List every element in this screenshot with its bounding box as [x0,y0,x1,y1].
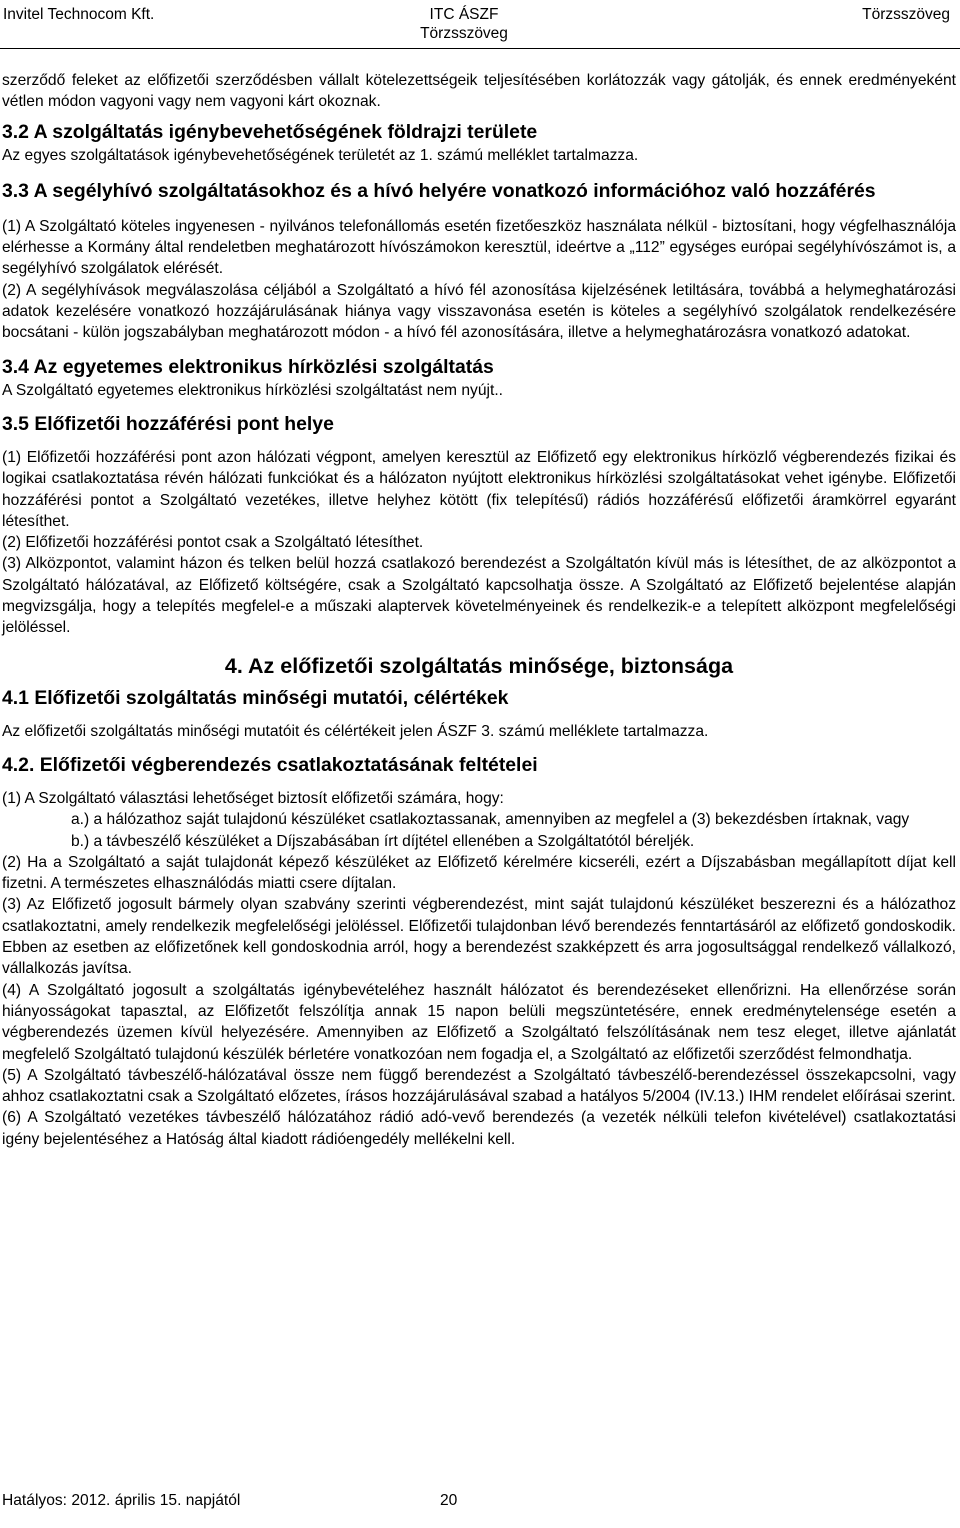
section-4-2-title: 4.2. Előfizetői végberendezés csatlakoztatásának feltételei [2,753,538,776]
section-3-5-paragraph-1: (1) Előfizetői hozzáférési pont azon hálózati végpont, amelyen keresztül az Előfizető egy elektronikus hírközlő végberendezés fizikai és logikai csatlakoztatása révén hálózati funkciókat és a hálózaton nyújtott elektronikus hírközlési szolgáltatásokat vehet igénybe. Előfizetői hozzáférési pontot a Szolgáltató vezetékes, illetve helyhez kötött (fix telepítésű) rádiós hozzáférésű előfizetői áramkörrel egyaránt létesíthet. [2,448,956,530]
intro-paragraph: szerződő feleket az előfizetői szerződésben vállalt kötelezettségeik teljesítésében korlátozzák vagy gátolják, és ennek eredményeként vétlen módon vagyoni vagy nem vagyoni kárt okoznak. [2,72,956,111]
header-section-label: Törzsszöveg [862,6,950,23]
section-3-3-title: 3.3 A segélyhívó szolgáltatásokhoz és a hívó helyére vonatkozó információhoz való hozzáférés [2,179,876,202]
section-3-5-paragraph-3: (3) Alközpontot, valamint házon és telken belül hozzá csatlakozó berendezést a Szolgáltatón kívül más is létesíthet, de az alközpontot a Szolgáltató hálózatával, az Előfizető költségére, csak a Szolgáltató kapcsolhatja össze. A Szolgáltató az Előfizető bejelentése alapján megvizsgálja, hogy a telepítés megfelel-e a műszaki alaptervek követelményeinek és rendelkezik-e a telepített alközpont megfelelőségi jelöléssel. [2,555,956,637]
section-4-1-title: 4.1 Előfizetői szolgáltatás minőségi mutatói, célértékek [2,686,509,709]
footer-effective-date: Hatályos: 2012. április 15. napjától [2,1492,241,1509]
section-3-2-title: 3.2 A szolgáltatás igénybevehetőségének földrajzi területe [2,120,538,143]
section-4-2-paragraph-2: (2) Ha a Szolgáltató a saját tulajdonát képező készüléket az Előfizető kérelmére kicseréli, ezért a Díjszabásban megállapított díjat kell fizetni. A természetes elhasználódás miatti csere díjtalan. [2,853,956,893]
section-4-2-paragraph-3: (3) Az Előfizető jogosult bármely olyan szabvány szerinti végberendezést, mint saját tulajdonú készüléket beszerezni és a hálózathoz csatlakoztatni, amely rendelkezik megfelelőségi jelöléssel. Előfizetői tulajdonban lévő berendezés fenntartásáról az előfizető gondoskodik. Ebben az esetben az előfizetőnek kell gondoskodnia arról, hogy a berendezést szakképzett és arra jogosultsággal rendelkező vállalkozó, vállalkozás javítsa. [2,896,956,978]
document-body [2,60,956,1150]
section-4-2-paragraph-4: (4) A Szolgáltató jogosult a szolgáltatás igénybevételéhez használt hálózatot és berendezéseket ellenőrizni. Ha ellenőrzése során hiányosságokat tapasztal, az Előfizetőt felszólítja annak 15 napon belüli megszüntetésére, ennek eredménytelensége esetén a végberendezés üzemen kívül helyezésére. Amennyiben az Előfizető a Szolgáltató felszólításának nem tesz eleget, illetve ajánlatát megfelelő Szolgáltató tulajdonú készülék bérletére vonatkozóan nem fogadja el, a Szolgáltató az előfizetői szerződést felmondhatja. [2,981,956,1063]
section-3-3-paragraph-1: (1) A Szolgáltató köteles ingyenesen - nyilvános telefonállomás esetén fizetőeszköz használata nélkül - biztosítani, hogy végfelhasználója elérhesse a Kormány által rendeletben meghatározott hívószámokon keresztül, ideértve a „112” egységes európai segélyhívószámot is, a segélyhívó szolgálatok elérését. [2,217,956,278]
section-4-1-text: Az előfizetői szolgáltatás minőségi mutatóit és célértékeit jelen ÁSZF 3. számú melléklete tartalmazza. [2,722,709,740]
section-3-4-title: 3.4 Az egyetemes elektronikus hírközlési szolgáltatás [2,355,494,378]
header-center [416,5,512,53]
section-3-5-paragraph-2: (2) Előfizetői hozzáférési pontot csak a Szolgáltató létesíthet. [2,534,424,552]
section-4-2-paragraph-6: (6) A Szolgáltató vezetékes távbeszélő hálózatához rádió adó-vevő berendezés (a vezeték nélküli telefon kivételével) csatlakoztatási igény bejelentéséhez a Hatóság által kiadott rádióengedély mellékelni kell. [2,1109,956,1148]
section-3-5-title: 3.5 Előfizetői hozzáférési pont helye [2,412,334,435]
section-3-3-paragraph-2: (2) A segélyhívások megválaszolása céljából a Szolgáltató a hívó fél azonosítása kijelzésének letiltására, továbbá a helymeghatározási adatok kezelésére vonatkozó hozzájárulásának hiánya vagy visszavonása esetén is köteles a segélyhívó szolgálatok rendelkezésére bocsátani - külön jogszabályban meghatározott módon - a hívó fél azonosítására, illetve a helymeghatározásra vonatkozó adatokat. [2,281,956,342]
section-4-2-item-a: a.) a hálózathoz saját tulajdonú készüléket csatlakoztassanak, amennyiben az megfelel a (3) bekezdésben írtaknak, vagy [71,811,910,829]
chapter-4-title: 4. Az előfizetői szolgáltatás minősége, biztonsága [224,653,734,678]
section-3-4-text: A Szolgáltató egyetemes elektronikus hírközlési szolgáltatást nem nyújt.. [2,381,503,399]
header-doc-title: ITC ÁSZF [429,6,499,23]
header-doc-subtitle: Törzsszöveg [420,25,508,42]
section-4-2-paragraph-1: (1) A Szolgáltató választási lehetőséget biztosít előfizetői számára, hogy: [2,789,504,807]
header-divider [0,48,960,49]
header-company: Invitel Technocom Kft. [3,6,155,23]
footer-page-number: 20 [440,1492,458,1509]
section-4-2-item-b: b.) a távbeszélő készüléket a Díjszabásában írt díjtétel ellenében a Szolgáltatótól béreljék. [71,832,695,850]
section-3-2-text: Az egyes szolgáltatások igénybevehetőségének területét az 1. számú melléklet tartalmazza. [2,146,639,164]
section-4-2-paragraph-5: (5) A Szolgáltató távbeszélő-hálózatával össze nem függő berendezést a Szolgáltató távbeszélő-berendezéssel összekapcsolni, vagy ahhoz csatlakoztatni csak a Szolgáltató előzetes, írásos hozzájárulásával szabad a hatályos 5/2004 (IV.13.) IHM rendelet előírásai szerint. [2,1066,956,1106]
